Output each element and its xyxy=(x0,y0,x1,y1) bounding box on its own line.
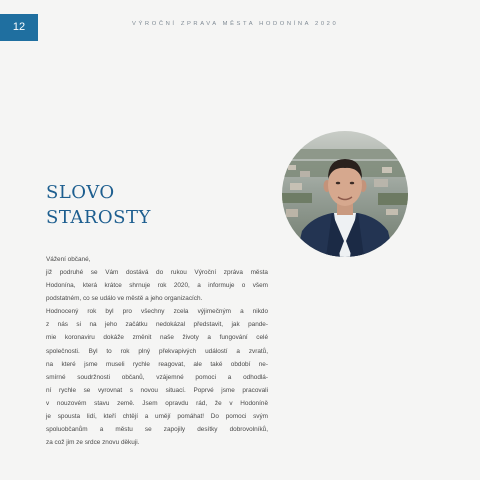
section-heading xyxy=(46,180,151,230)
body-line: je spousta lidí, kteří chtějí a umějí pomáhat! Do pomoci svým xyxy=(46,413,268,421)
body-line: na které jsme museli rychle reagovat, ale také období ne- xyxy=(46,360,268,368)
body-line: v nouzovém stavu země. Jsem opravdu rád, že v Hodoníně xyxy=(46,399,268,407)
body-line: spoluobčanům a městu se zapojily desítky dobrovolníků, xyxy=(46,426,268,434)
body-line: podstatném, co se událo ve městě a jeho organizacích. xyxy=(46,295,203,303)
body-text xyxy=(46,266,268,449)
body-line: již podruhé se Vám dostává do rukou Výroční zpráva města xyxy=(46,269,268,276)
body-line: Hodonína, která krátce shrnuje rok 2020, a informuje o všem xyxy=(46,282,268,290)
body-line: ní rychle se vyrovnat s novou situací. Poprvé jsme pracovali xyxy=(46,386,268,394)
body-line: mie koronaviru dokáže změnit naše životy a fungování celé xyxy=(46,334,268,342)
mayor-portrait-photo xyxy=(282,131,408,257)
heading-line: STAROSTY xyxy=(46,207,151,228)
greeting: Vážení občané, xyxy=(46,256,91,263)
body-line: společnosti. Byl to rok plný překvapivých událostí a zvratů, xyxy=(46,347,268,355)
running-header: VÝROČNÍ ZPRAVA MĚSTA HODONÍNA 2020 xyxy=(132,21,339,27)
page-number: 12 xyxy=(0,14,38,41)
body-line: Hodnocený rok byl pro všechny zcela výjimečným a nikdo xyxy=(46,308,268,316)
body-line: z nás si na jeho začátku nedokázal představit, jak pande- xyxy=(46,321,268,329)
heading-line: SLOVO xyxy=(46,182,115,203)
body-line: smírné soudržnosti občanů, vzájemné pomoci a odhodlá- xyxy=(46,373,268,381)
body-line: za což jim ze srdce znovu děkuji. xyxy=(46,439,140,447)
